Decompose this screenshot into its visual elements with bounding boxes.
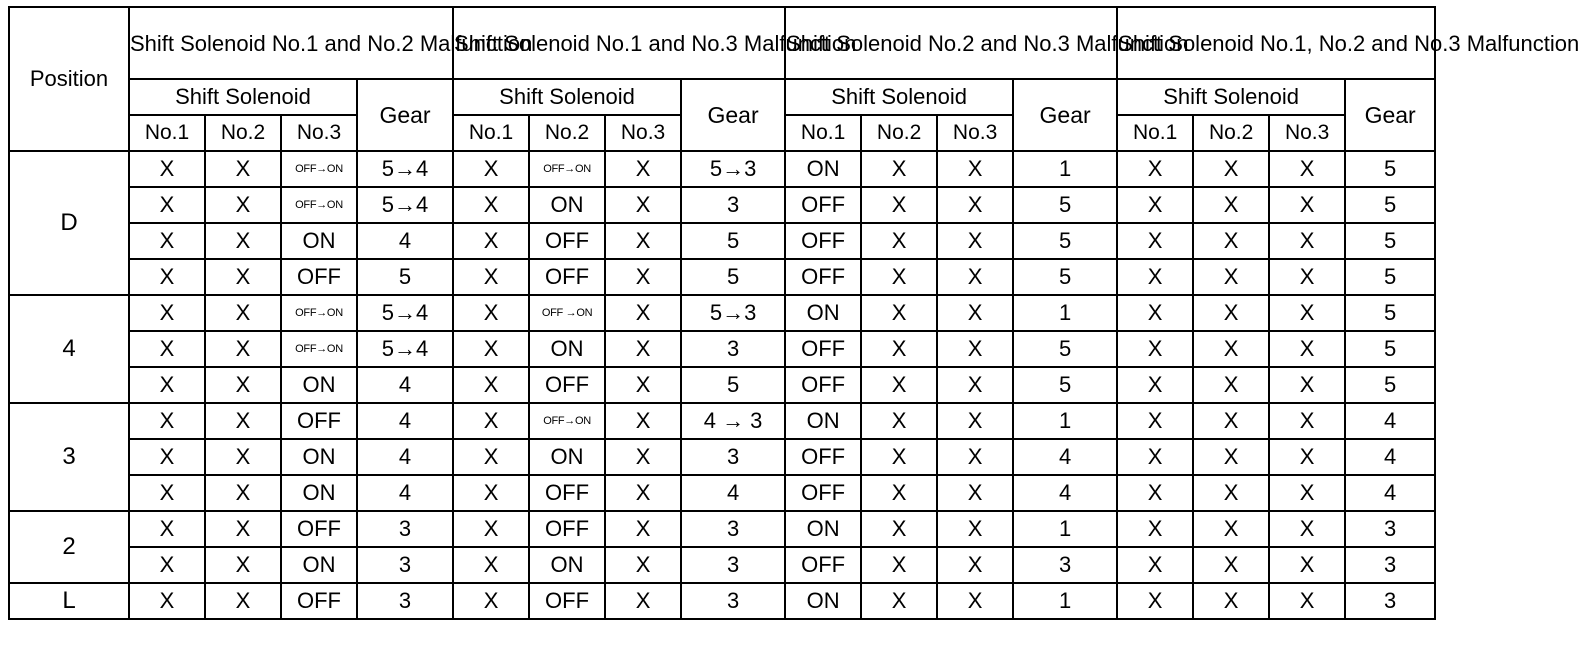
solenoid-state-cell: X: [1193, 511, 1269, 547]
gear-cell: 5: [1345, 367, 1435, 403]
shift-solenoid-header: Shift Solenoid: [785, 79, 1013, 115]
solenoid-state-cell: X: [205, 403, 281, 439]
shift-solenoid-header: Shift Solenoid: [453, 79, 681, 115]
solenoid-state-cell: X: [1193, 439, 1269, 475]
solenoid-state-cell: X: [453, 259, 529, 295]
solenoid-state-cell: X: [1269, 583, 1345, 619]
table-row: [9, 187, 1435, 223]
solenoid-state-cell: X: [1269, 223, 1345, 259]
solenoid-state-cell: X: [129, 403, 205, 439]
solenoid-state-cell: X: [1193, 259, 1269, 295]
solenoid-state-cell: X: [129, 331, 205, 367]
gear-cell: 5: [1345, 187, 1435, 223]
solenoid-state-cell: ON: [785, 583, 861, 619]
table-row: [9, 475, 1435, 511]
solenoid-state-cell: X: [205, 259, 281, 295]
solenoid-state-cell: X: [205, 511, 281, 547]
gear-cell: 3: [681, 547, 785, 583]
solenoid-state-cell: OFF: [529, 583, 605, 619]
gear-cell: 4: [1013, 475, 1117, 511]
header-row-groups: [9, 7, 1435, 79]
table-row: [9, 295, 1435, 331]
solenoid-state-cell: X: [1117, 259, 1193, 295]
solenoid-state-cell: X: [1193, 367, 1269, 403]
solenoid-state-cell: X: [1269, 439, 1345, 475]
solenoid-state-cell: X: [861, 187, 937, 223]
solenoid-state-cell: X: [129, 547, 205, 583]
solenoid-state-cell: ON: [281, 223, 357, 259]
solenoid-state-cell: X: [605, 583, 681, 619]
solenoid-state-cell: X: [205, 475, 281, 511]
solenoid-state-cell: X: [1269, 151, 1345, 187]
position-label: 2: [9, 511, 129, 583]
solenoid-state-cell: X: [1117, 511, 1193, 547]
solenoid-state-cell: OFF: [529, 367, 605, 403]
solenoid-state-cell: X: [129, 151, 205, 187]
group-header-1: Shift Solenoid No.1 and No.2 Malfunction: [129, 7, 453, 79]
solenoid-state-cell: X: [1117, 583, 1193, 619]
gear-cell: 3: [681, 439, 785, 475]
gear-header: Gear: [1345, 79, 1435, 151]
solenoid-state-cell: X: [861, 439, 937, 475]
gear-cell: 3: [1345, 583, 1435, 619]
shift-solenoid-header: Shift Solenoid: [129, 79, 357, 115]
solenoid-state-cell: ON: [529, 439, 605, 475]
solenoid-state-cell: X: [1117, 223, 1193, 259]
solenoid-state-cell: X: [453, 403, 529, 439]
table-row: [9, 583, 1435, 619]
gear-cell: 4: [357, 367, 453, 403]
solenoid-state-cell: X: [605, 295, 681, 331]
table-body: [9, 151, 1435, 619]
solenoid-state-cell: X: [605, 403, 681, 439]
solenoid-state-cell: X: [1269, 331, 1345, 367]
solenoid-state-cell: X: [453, 295, 529, 331]
table-row: [9, 331, 1435, 367]
solenoid-state-cell: X: [205, 331, 281, 367]
no1-header: No.1: [129, 115, 205, 151]
solenoid-state-cell: OFF: [281, 259, 357, 295]
no3-header: No.3: [1269, 115, 1345, 151]
gear-cell: 5: [1345, 259, 1435, 295]
gear-cell: 5→4: [357, 295, 453, 331]
solenoid-state-cell: X: [605, 223, 681, 259]
gear-cell: 1: [1013, 511, 1117, 547]
gear-cell: 4: [357, 475, 453, 511]
solenoid-state-cell: X: [453, 223, 529, 259]
solenoid-state-cell: OFF: [785, 223, 861, 259]
table-row: [9, 439, 1435, 475]
solenoid-state-cell: X: [453, 547, 529, 583]
solenoid-state-cell: X: [937, 439, 1013, 475]
solenoid-state-cell: X: [453, 187, 529, 223]
gear-cell: 3: [681, 583, 785, 619]
solenoid-state-cell: X: [937, 295, 1013, 331]
gear-cell: 3: [681, 511, 785, 547]
solenoid-state-cell: X: [1269, 547, 1345, 583]
solenoid-state-cell: X: [129, 511, 205, 547]
no3-header: No.3: [281, 115, 357, 151]
solenoid-state-cell: X: [205, 439, 281, 475]
solenoid-state-cell: X: [1193, 295, 1269, 331]
solenoid-state-cell: X: [129, 583, 205, 619]
position-label: L: [9, 583, 129, 619]
solenoid-state-cell: X: [861, 295, 937, 331]
solenoid-state-cell: ON: [529, 187, 605, 223]
solenoid-state-cell: X: [205, 547, 281, 583]
solenoid-state-cell: ON: [529, 331, 605, 367]
position-label: 3: [9, 403, 129, 511]
solenoid-state-cell: X: [861, 403, 937, 439]
solenoid-state-cell: OFF: [281, 403, 357, 439]
solenoid-state-cell: OFF: [785, 547, 861, 583]
solenoid-state-cell: X: [1193, 331, 1269, 367]
solenoid-state-cell: X: [605, 331, 681, 367]
group-header-2: Shift Solenoid No.1 and No.3 Malfunction: [453, 7, 785, 79]
solenoid-state-cell: X: [1269, 295, 1345, 331]
gear-cell: 4: [1345, 439, 1435, 475]
solenoid-state-cell: ON: [281, 439, 357, 475]
solenoid-state-cell: X: [861, 367, 937, 403]
gear-cell: 1: [1013, 151, 1117, 187]
no1-header: No.1: [785, 115, 861, 151]
table-row: [9, 259, 1435, 295]
solenoid-state-cell: X: [205, 583, 281, 619]
no2-header: No.2: [529, 115, 605, 151]
gear-cell: 5→4: [357, 331, 453, 367]
solenoid-state-cell: X: [1117, 475, 1193, 511]
gear-cell: 3: [357, 583, 453, 619]
gear-cell: 5→4: [357, 151, 453, 187]
table-row: [9, 223, 1435, 259]
group-header-4: Shift Solenoid No.1, No.2 and No.3 Malfunction: [1117, 7, 1435, 79]
solenoid-state-cell: X: [129, 259, 205, 295]
solenoid-state-cell: X: [937, 187, 1013, 223]
gear-cell: 5: [1345, 151, 1435, 187]
solenoid-state-cell: X: [1117, 403, 1193, 439]
solenoid-state-cell: OFF→ON: [281, 331, 357, 367]
solenoid-state-cell: X: [937, 367, 1013, 403]
gear-cell: 3: [1013, 547, 1117, 583]
gear-cell: 5→4: [357, 187, 453, 223]
gear-cell: 5: [1345, 331, 1435, 367]
solenoid-state-cell: X: [937, 223, 1013, 259]
solenoid-state-cell: OFF: [529, 475, 605, 511]
solenoid-state-cell: X: [129, 295, 205, 331]
gear-cell: 5: [1013, 331, 1117, 367]
solenoid-state-cell: OFF→ON: [281, 187, 357, 223]
solenoid-state-cell: X: [605, 511, 681, 547]
gear-header: Gear: [681, 79, 785, 151]
solenoid-state-cell: X: [1117, 151, 1193, 187]
shift-solenoid-header: Shift Solenoid: [1117, 79, 1345, 115]
solenoid-state-cell: X: [1117, 331, 1193, 367]
solenoid-state-cell: OFF: [529, 511, 605, 547]
gear-cell: 4: [681, 475, 785, 511]
solenoid-state-cell: OFF→ON: [281, 295, 357, 331]
gear-cell: 4 → 3: [681, 403, 785, 439]
solenoid-state-cell: X: [1269, 511, 1345, 547]
gear-cell: 3: [357, 511, 453, 547]
solenoid-state-cell: OFF →ON: [529, 295, 605, 331]
no2-header: No.2: [205, 115, 281, 151]
position-label: 4: [9, 295, 129, 403]
gear-cell: 5: [681, 259, 785, 295]
gear-cell: 5→3: [681, 295, 785, 331]
solenoid-state-cell: X: [1193, 547, 1269, 583]
solenoid-state-cell: X: [453, 583, 529, 619]
solenoid-state-cell: ON: [529, 547, 605, 583]
gear-cell: 4: [357, 403, 453, 439]
no2-header: No.2: [1193, 115, 1269, 151]
solenoid-state-cell: X: [937, 259, 1013, 295]
solenoid-state-cell: X: [605, 151, 681, 187]
solenoid-state-cell: OFF: [785, 439, 861, 475]
gear-cell: 5: [1345, 223, 1435, 259]
solenoid-state-cell: X: [129, 475, 205, 511]
solenoid-state-cell: OFF: [785, 259, 861, 295]
gear-cell: 5: [357, 259, 453, 295]
gear-cell: 4: [1013, 439, 1117, 475]
gear-cell: 1: [1013, 403, 1117, 439]
gear-cell: 5: [1013, 367, 1117, 403]
table-row: [9, 151, 1435, 187]
solenoid-state-cell: ON: [785, 151, 861, 187]
solenoid-state-cell: X: [205, 367, 281, 403]
solenoid-state-cell: OFF: [281, 583, 357, 619]
solenoid-state-cell: X: [861, 583, 937, 619]
solenoid-state-cell: X: [205, 187, 281, 223]
solenoid-state-cell: X: [861, 151, 937, 187]
solenoid-state-cell: OFF: [785, 475, 861, 511]
table-row: [9, 511, 1435, 547]
group-header-3: Shift Solenoid No.2 and No.3 Malfunction: [785, 7, 1117, 79]
solenoid-state-cell: X: [1193, 187, 1269, 223]
solenoid-state-cell: ON: [785, 511, 861, 547]
solenoid-state-cell: OFF: [529, 223, 605, 259]
solenoid-state-cell: X: [861, 223, 937, 259]
solenoid-state-cell: X: [1269, 367, 1345, 403]
solenoid-state-cell: X: [205, 151, 281, 187]
solenoid-state-cell: X: [861, 259, 937, 295]
solenoid-state-cell: X: [1117, 295, 1193, 331]
gear-cell: 5: [1013, 259, 1117, 295]
solenoid-state-cell: X: [605, 475, 681, 511]
position-header: Position: [9, 7, 129, 151]
solenoid-state-cell: X: [129, 367, 205, 403]
no3-header: No.3: [605, 115, 681, 151]
gear-cell: 3: [1345, 511, 1435, 547]
solenoid-state-cell: X: [937, 403, 1013, 439]
table-row: [9, 547, 1435, 583]
solenoid-state-cell: ON: [281, 367, 357, 403]
solenoid-state-cell: X: [937, 475, 1013, 511]
gear-cell: 3: [357, 547, 453, 583]
table-wrapper: [8, 6, 1579, 620]
solenoid-malfunction-table: [8, 6, 1579, 620]
solenoid-state-cell: OFF: [529, 259, 605, 295]
no2-header: No.2: [861, 115, 937, 151]
gear-cell: 1: [1013, 583, 1117, 619]
solenoid-state-cell: X: [861, 331, 937, 367]
solenoid-state-cell: X: [453, 511, 529, 547]
gear-cell: 4: [357, 223, 453, 259]
solenoid-state-cell: X: [605, 367, 681, 403]
gear-cell: 4: [1345, 475, 1435, 511]
solenoid-state-cell: X: [1193, 151, 1269, 187]
no1-header: No.1: [453, 115, 529, 151]
solenoid-state-cell: OFF→ON: [529, 151, 605, 187]
solenoid-state-cell: X: [1193, 403, 1269, 439]
table-row: [9, 403, 1435, 439]
solenoid-state-cell: X: [453, 439, 529, 475]
gear-cell: 5: [1345, 295, 1435, 331]
solenoid-state-cell: ON: [281, 547, 357, 583]
solenoid-state-cell: X: [605, 187, 681, 223]
solenoid-state-cell: ON: [785, 295, 861, 331]
solenoid-state-cell: X: [605, 547, 681, 583]
gear-cell: 5: [1013, 187, 1117, 223]
solenoid-state-cell: X: [453, 331, 529, 367]
solenoid-state-cell: X: [1117, 439, 1193, 475]
solenoid-state-cell: ON: [785, 403, 861, 439]
solenoid-state-cell: OFF: [785, 367, 861, 403]
gear-cell: 5: [681, 223, 785, 259]
gear-cell: 5: [681, 367, 785, 403]
solenoid-state-cell: X: [861, 547, 937, 583]
gear-cell: 3: [681, 331, 785, 367]
solenoid-state-cell: X: [1269, 475, 1345, 511]
solenoid-state-cell: OFF: [785, 187, 861, 223]
gear-cell: 4: [357, 439, 453, 475]
solenoid-state-cell: OFF→ON: [529, 403, 605, 439]
solenoid-state-cell: X: [1193, 475, 1269, 511]
solenoid-state-cell: X: [129, 223, 205, 259]
solenoid-state-cell: ON: [281, 475, 357, 511]
solenoid-state-cell: X: [129, 187, 205, 223]
solenoid-state-cell: OFF: [785, 331, 861, 367]
solenoid-state-cell: X: [453, 475, 529, 511]
solenoid-state-cell: X: [937, 331, 1013, 367]
solenoid-state-cell: OFF: [281, 511, 357, 547]
no3-header: No.3: [937, 115, 1013, 151]
gear-cell: 3: [1345, 547, 1435, 583]
position-label: D: [9, 151, 129, 295]
gear-cell: 1: [1013, 295, 1117, 331]
solenoid-state-cell: OFF→ON: [281, 151, 357, 187]
solenoid-state-cell: X: [1193, 583, 1269, 619]
solenoid-state-cell: X: [937, 583, 1013, 619]
solenoid-state-cell: X: [937, 511, 1013, 547]
solenoid-state-cell: X: [1117, 547, 1193, 583]
gear-cell: 5→3: [681, 151, 785, 187]
header-row-solenoid: [9, 79, 1435, 115]
solenoid-state-cell: X: [861, 475, 937, 511]
solenoid-state-cell: X: [1269, 259, 1345, 295]
solenoid-state-cell: X: [453, 367, 529, 403]
gear-header: Gear: [1013, 79, 1117, 151]
gear-cell: 5: [1013, 223, 1117, 259]
solenoid-state-cell: X: [605, 439, 681, 475]
solenoid-state-cell: X: [937, 547, 1013, 583]
solenoid-state-cell: X: [937, 151, 1013, 187]
solenoid-state-cell: X: [861, 511, 937, 547]
solenoid-state-cell: X: [129, 439, 205, 475]
gear-header: Gear: [357, 79, 453, 151]
solenoid-state-cell: X: [205, 295, 281, 331]
table-row: [9, 367, 1435, 403]
solenoid-state-cell: X: [1269, 187, 1345, 223]
no1-header: No.1: [1117, 115, 1193, 151]
solenoid-state-cell: X: [1193, 223, 1269, 259]
solenoid-state-cell: X: [605, 259, 681, 295]
solenoid-state-cell: X: [1117, 367, 1193, 403]
gear-cell: 4: [1345, 403, 1435, 439]
gear-cell: 3: [681, 187, 785, 223]
solenoid-state-cell: X: [1269, 403, 1345, 439]
solenoid-state-cell: X: [453, 151, 529, 187]
solenoid-state-cell: X: [205, 223, 281, 259]
solenoid-state-cell: X: [1117, 187, 1193, 223]
